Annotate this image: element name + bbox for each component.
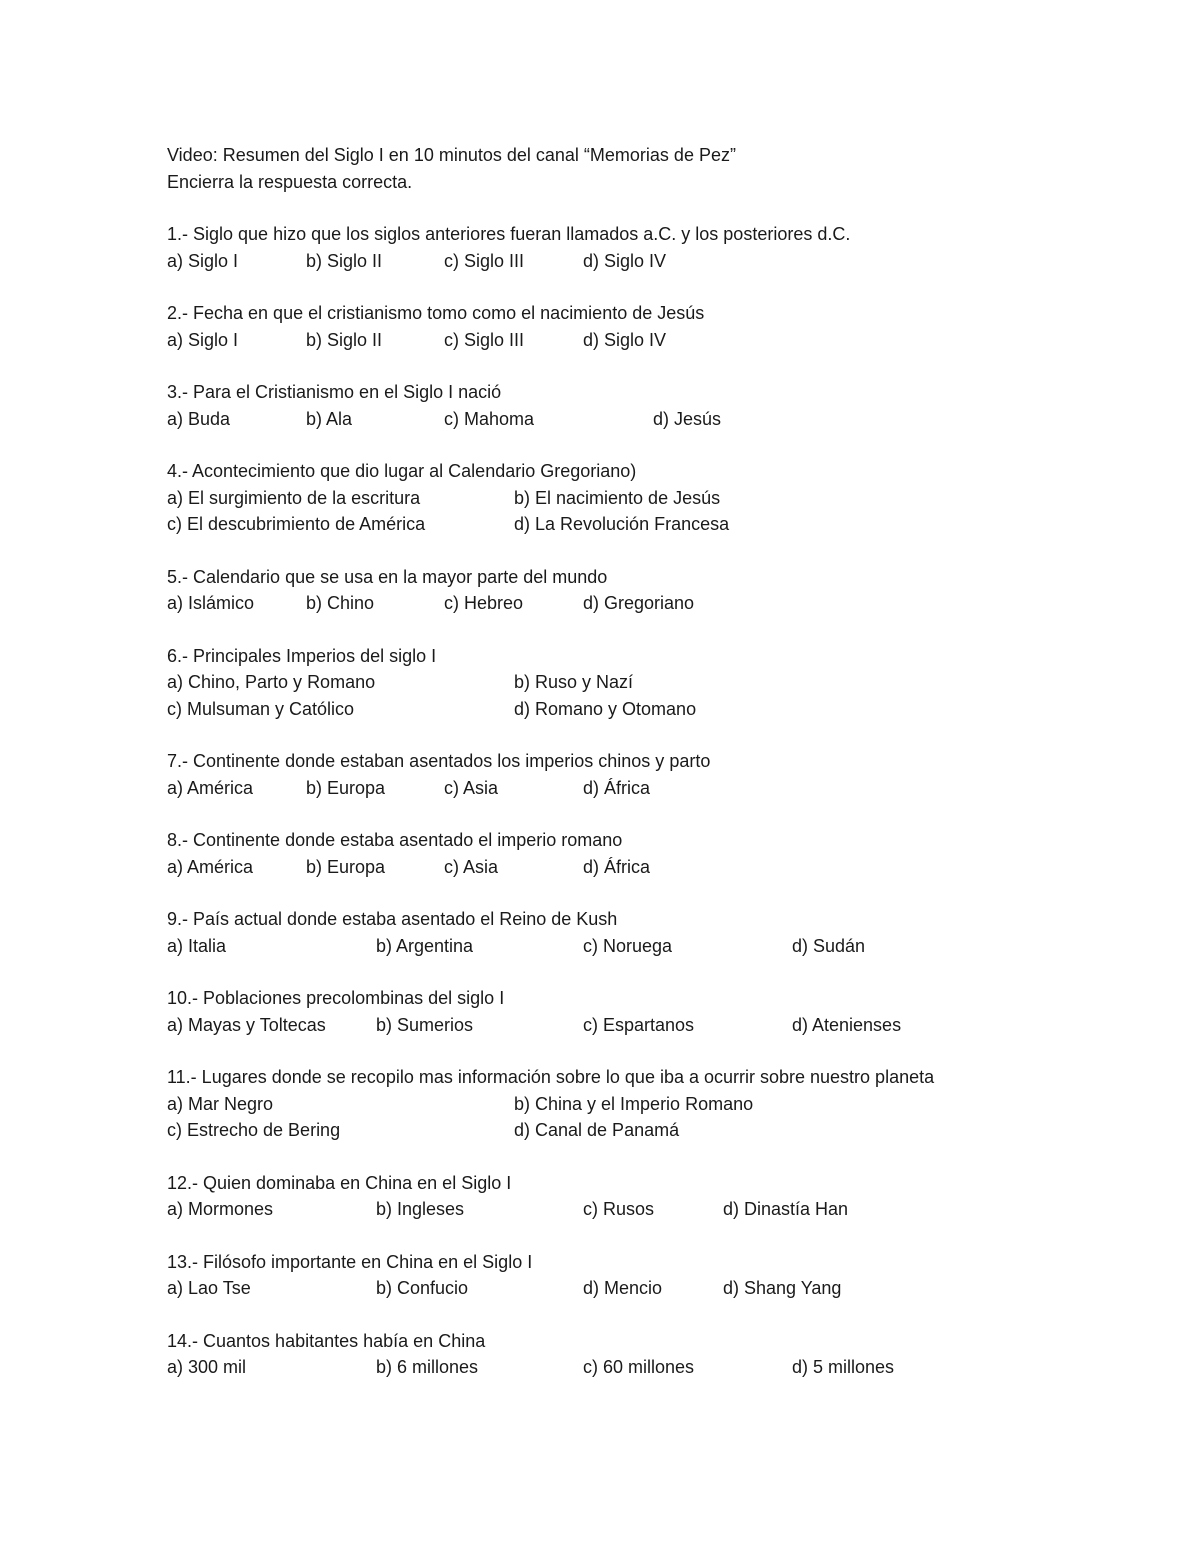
answer-option[interactable]: b) Chino [306,593,375,613]
answer-option[interactable]: b) Sumerios [376,1014,474,1035]
answer-row [167,669,1167,696]
question-7 [167,748,1167,801]
answer-option[interactable]: c) Mulsuman y Católico [167,698,355,719]
answer-row [167,696,1167,723]
answer-option[interactable]: d) Siglo IV [583,329,667,350]
answer-option[interactable]: b) Argentina [376,935,474,956]
answer-option[interactable]: a) 300 mil [167,1357,247,1377]
answer-option[interactable]: d) Shang Yang [723,1278,842,1298]
question-2 [167,300,1167,353]
question-list [167,221,1167,1381]
answer-option[interactable]: a) Chino, Parto y Romano [167,672,376,692]
answer-option[interactable]: b) Ala [306,408,353,429]
spacer [167,959,1167,985]
answer-option[interactable]: a) Italia [167,935,227,956]
answer-row [167,1012,1167,1039]
answer-option[interactable]: a) Lao Tse [167,1278,251,1298]
answer-option[interactable]: a) Siglo I [167,250,239,271]
answer-option[interactable]: a) Mar Negro [167,1093,274,1114]
answer-row [167,854,1167,881]
spacer [167,880,1167,906]
answer-option[interactable]: d) Jesús [653,408,722,429]
answer-option[interactable]: c) Rusos [583,1199,655,1219]
answer-option[interactable]: b) Europa [306,777,386,798]
document-content [167,142,1167,1381]
answer-option[interactable]: c) Siglo III [444,250,525,271]
question-5 [167,564,1167,617]
answer-option[interactable]: a) América [167,777,254,798]
question-13 [167,1249,1167,1302]
answer-option[interactable]: b) El nacimiento de Jesús [514,487,721,508]
question-8 [167,827,1167,880]
question-text: 4.- Acontecimiento que dio lugar al Calendario Gregoriano) [167,461,637,481]
answer-row [167,485,1167,512]
answer-option[interactable]: b) Ruso y Nazí [514,672,634,692]
answer-row [167,327,1167,354]
answer-option[interactable]: c) Estrecho de Bering [167,1120,341,1140]
spacer [167,1223,1167,1249]
question-text: 1.- Siglo que hizo que los siglos anteriores fueran llamados a.C. y los posteriores d.C. [167,224,851,244]
question-3 [167,379,1167,432]
answer-option[interactable]: c) Asia [444,856,499,877]
answer-option[interactable]: b) Siglo II [306,250,383,271]
answer-option[interactable]: d) Siglo IV [583,250,667,271]
answer-row [167,406,1167,433]
answer-option[interactable]: b) Ingleses [376,1199,465,1219]
answer-option[interactable]: c) Noruega [583,935,673,956]
answer-option[interactable]: c) El descubrimiento de América [167,514,426,534]
answer-option[interactable]: c) Hebreo [444,593,524,613]
answer-row [167,248,1167,275]
answer-option[interactable]: d) África [583,777,651,798]
answer-row [167,933,1167,960]
answer-option[interactable]: d) Mencio [583,1278,663,1298]
question-text: 10.- Poblaciones precolombinas del siglo I [167,988,505,1008]
answer-option[interactable]: a) Buda [167,408,231,429]
answer-option[interactable]: d) 5 millones [792,1357,895,1377]
answer-option[interactable]: b) 6 millones [376,1357,479,1377]
answer-row [167,775,1167,802]
answer-row [167,1354,1167,1381]
spacer [167,1038,1167,1064]
question-text: 12.- Quien dominaba en China en el Siglo I [167,1172,512,1193]
answer-option[interactable]: c) Espartanos [583,1014,695,1035]
spacer [167,195,1167,221]
answer-option[interactable]: a) América [167,856,254,877]
spacer [167,432,1167,458]
answer-option[interactable]: d) Canal de Panamá [514,1120,680,1140]
answer-option[interactable]: d) Atenienses [792,1014,902,1035]
question-text: 7.- Continente donde estaban asentados los imperios chinos y parto [167,751,711,771]
answer-option[interactable]: c) 60 millones [583,1357,695,1377]
question-6 [167,643,1167,723]
question-text: 5.- Calendario que se usa en la mayor parte del mundo [167,566,608,587]
answer-option[interactable]: b) Confucio [376,1278,469,1298]
answer-option[interactable]: c) Mahoma [444,408,535,429]
answer-row [167,511,1167,538]
answer-option[interactable]: d) Dinastía Han [723,1199,849,1219]
answer-row [167,590,1167,617]
question-text: 9.- País actual donde estaba asentado el Reino de Kush [167,909,618,929]
answer-option[interactable]: d) La Revolución Francesa [514,514,730,534]
answer-option[interactable]: c) Siglo III [444,329,525,350]
answer-option[interactable]: d) África [583,856,651,877]
spacer [167,353,1167,379]
answer-option[interactable]: a) Mayas y Toltecas [167,1014,326,1035]
spacer [167,617,1167,643]
question-14 [167,1328,1167,1381]
answer-option[interactable]: d) Sudán [792,935,866,956]
instructions: Encierra la respuesta correcta. [167,171,413,192]
spacer [167,1144,1167,1170]
answer-row [167,1196,1167,1223]
question-text: 6.- Principales Imperios del siglo I [167,645,437,666]
question-text: 8.- Continente donde estaba asentado el imperio romano [167,830,623,850]
answer-option[interactable]: a) Siglo I [167,329,239,350]
question-4 [167,458,1167,538]
question-text: 13.- Filósofo importante en China en el Siglo I [167,1251,533,1272]
spacer [167,538,1167,564]
answer-option[interactable]: a) El surgimiento de la escritura [167,487,421,508]
question-11 [167,1064,1167,1144]
answer-option[interactable]: a) Islámico [167,593,255,613]
answer-option[interactable]: b) Siglo II [306,329,383,350]
answer-option[interactable]: d) Gregoriano [583,593,695,613]
answer-row [167,1091,1167,1118]
answer-option[interactable]: d) Romano y Otomano [514,698,697,719]
question-10 [167,985,1167,1038]
question-12 [167,1170,1167,1223]
answer-row [167,1275,1167,1302]
answer-option[interactable]: a) Mormones [167,1199,274,1219]
question-1 [167,221,1167,274]
question-text: 2.- Fecha en que el cristianismo tomo como el nacimiento de Jesús [167,303,705,323]
video-title: Video: Resumen del Siglo I en 10 minutos del canal “Memorias de Pez” [167,145,736,165]
answer-option[interactable]: c) Asia [444,777,499,798]
spacer [167,801,1167,827]
spacer [167,1302,1167,1328]
spacer [167,722,1167,748]
answer-option[interactable]: b) Europa [306,856,386,877]
question-text: 3.- Para el Cristianismo en el Siglo I nació [167,382,502,402]
spacer [167,274,1167,300]
question-text: 11.- Lugares donde se recopilo mas información sobre lo que iba a ocurrir sobre nuestro planeta [167,1067,935,1087]
question-text: 14.- Cuantos habitantes había en China [167,1330,486,1351]
answer-row [167,1117,1167,1144]
question-9 [167,906,1167,959]
answer-option[interactable]: b) China y el Imperio Romano [514,1093,754,1114]
